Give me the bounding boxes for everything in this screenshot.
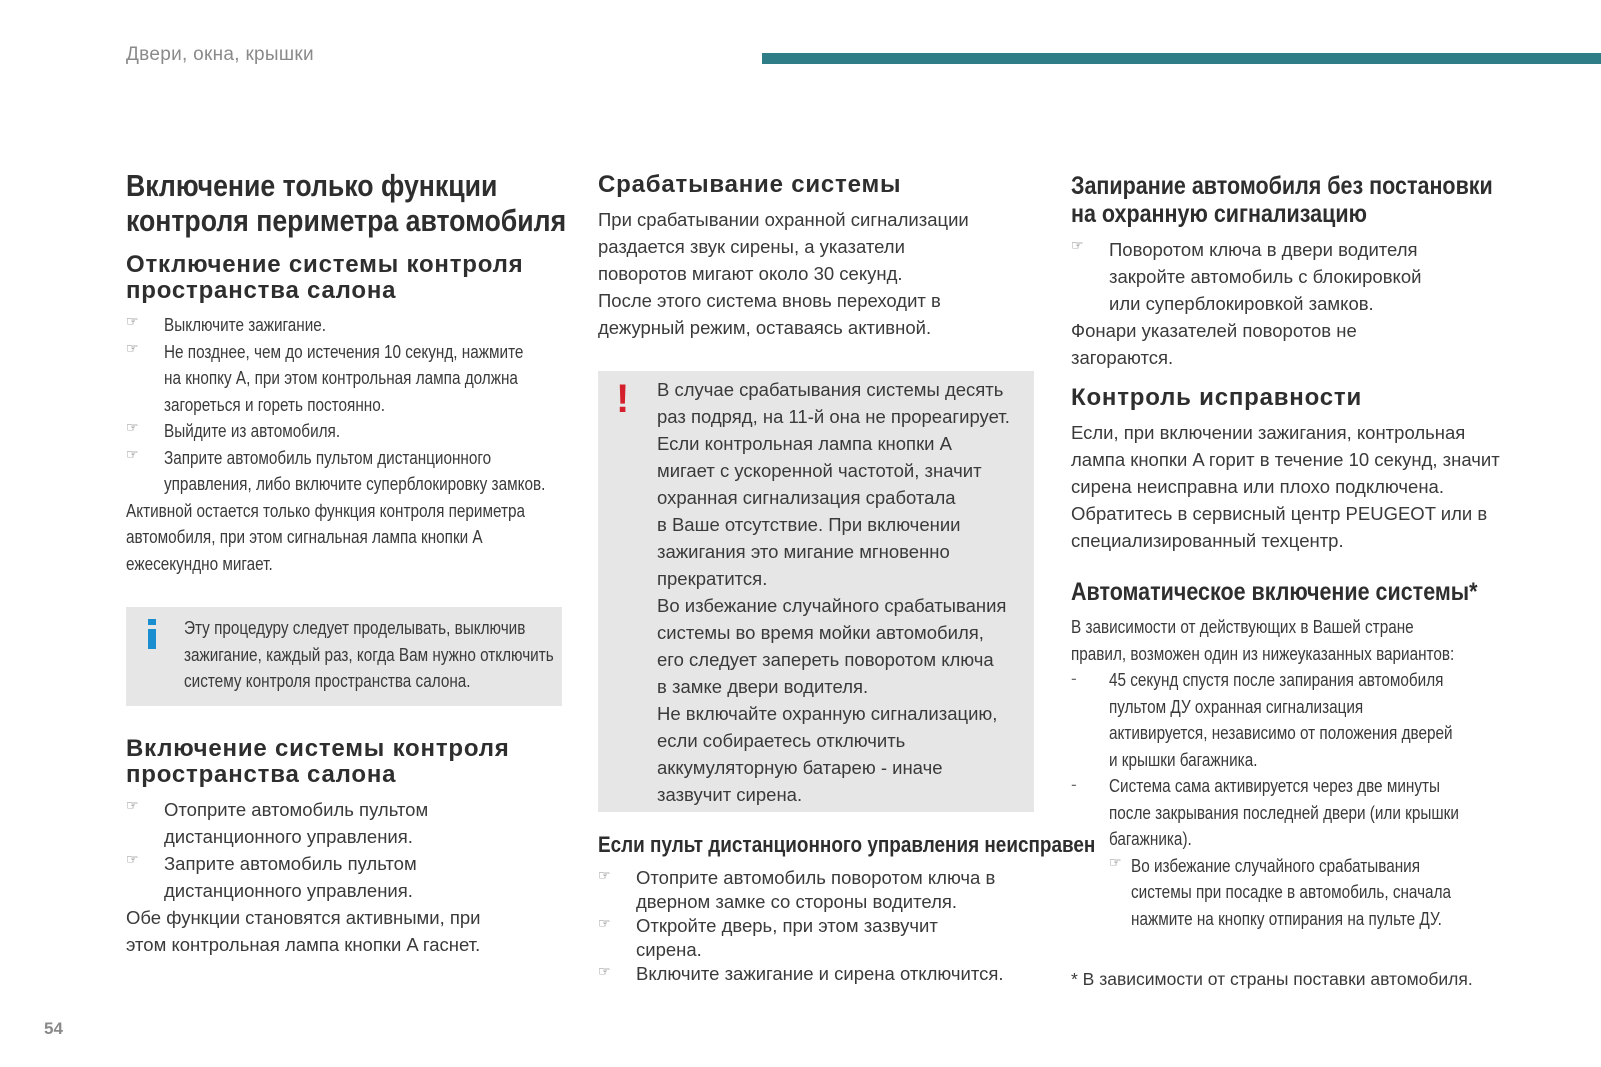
lock-note: Фонари указателей поворотов не загораются.	[1071, 320, 1357, 368]
lock-steps	[1071, 236, 1511, 317]
list-item: ☞ Включите зажигание и сирена отключится.	[598, 963, 1004, 984]
auto-enable-title: Автоматическое включение системы*	[1071, 578, 1478, 606]
disable-note: Активной остается только функция контроля периметра автомобиля, при этом сигнальная лампа кнопки A ежесекундно мигает.	[126, 500, 525, 574]
list-item: ☞ Откройте дверь, при этом зазвучит сирена.	[598, 915, 938, 960]
list-item: ☞ Выключите зажигание.	[126, 313, 327, 335]
disable-interior-title: Отключение системы контроля пространства салона	[126, 251, 524, 304]
info-box: Эту процедуру следует проделывать, выключив зажигание, каждый раз, когда Вам нужно отключить систему контроля пространства салона.	[126, 607, 562, 706]
disable-steps-list	[126, 312, 562, 498]
finger-pointer-icon: ☞	[1071, 237, 1084, 253]
section-title: Двери, окна, крышки	[126, 44, 314, 65]
finger-pointer-icon: ☞	[126, 339, 139, 356]
check-paragraph: Если, при включении зажигания, контрольная лампа кнопки A горит в течение 10 секунд, значит сирена неисправна или плохо подключена. Обратитесь в сервисный центр PEUGEOT или в специализированный техцентр.	[1071, 422, 1500, 551]
list-item: ☞ Не позднее, чем до истечения 10 секунд, нажмите на кнопку A, при этом контрольная лампа должна загореться и гореть постоянно.	[126, 339, 524, 415]
lock-without-alarm-title: Запирание автомобиля без постановки на охранную сигнализацию	[1071, 172, 1493, 228]
list-item: ☞ Поворотом ключа в двери водителя закройте автомобиль с блокировкой или суперблокировкой замков.	[1071, 237, 1422, 314]
finger-pointer-icon: ☞	[598, 963, 611, 979]
exclamation-icon: !	[616, 377, 630, 421]
column-right	[1071, 168, 1511, 993]
header-accent-bar	[762, 53, 1601, 64]
column-left	[126, 168, 567, 958]
finger-pointer-icon: ☞	[126, 797, 139, 813]
auto-sub-step	[1109, 853, 1511, 933]
perimeter-title: Включение только функции контроля периметра автомобиля	[126, 168, 567, 238]
enable-steps-list	[126, 796, 562, 904]
finger-pointer-icon: ☞	[1109, 853, 1122, 870]
finger-pointer-icon: ☞	[126, 313, 139, 329]
remote-faulty-steps	[598, 866, 1034, 986]
list-item: - 45 секунд спустя после запирания автомобиля пультом ДУ охранная сигнализация активируется, независимо от положения дверей и крышки багажника.	[1071, 669, 1453, 770]
remote-faulty-title: Если пульт дистанционного управления неисправен	[598, 832, 1096, 857]
list-item: ☞ Отоприте автомобиль пультом дистанционного управления.	[126, 797, 429, 847]
enable-interior-title: Включение системы контроля пространства салона	[126, 735, 510, 788]
list-item: ☞ Выйдите из автомобиля.	[126, 419, 341, 441]
finger-pointer-icon: ☞	[598, 915, 611, 931]
list-item: ☞ Во избежание случайного срабатывания системы при посадке в автомобиль, сначала нажмите на кнопку отпирания на пульте ДУ.	[1109, 853, 1452, 929]
column-middle	[598, 168, 1096, 986]
check-title: Контроль исправности	[1071, 384, 1363, 411]
list-item: - Система сама активируется через две минуты после закрывания последней двери (или крышки багажника).	[1071, 775, 1459, 849]
enable-note: Обе функции становятся активными, при этом контрольная лампа кнопки A гаснет.	[126, 907, 481, 955]
info-icon	[146, 619, 158, 649]
footnote: * В зависимости от страны поставки автомобиля.	[1071, 969, 1473, 989]
list-item: ☞ Заприте автомобиль пультом дистанционного управления.	[126, 851, 417, 901]
finger-pointer-icon: ☞	[126, 445, 139, 462]
finger-pointer-icon: ☞	[598, 867, 611, 883]
triggering-paragraph: При срабатывании охранной сигнализации раздается звук сирены, а указатели поворотов мигают около 30 секунд. После этого система вновь переходит в дежурный режим, оставаясь активной.	[598, 209, 969, 338]
warning-box: ! В случае срабатывания системы десять раз подряд, на 11-й она не прореагирует. Если контрольная лампа кнопки A мигает с ускоренной частотой, значит охранная сигнализация сработала в Ваше отсутствие. При включении зажигания это мигание мгновенно прекратится. Во избежание случайного срабатывания системы во время мойки автомобиля, его следует запереть поворотом ключа в замке двери водителя. Не включайте охранную сигнализацию, если собираетесь отключить аккумуляторную батарею - иначе зазвучит сирена.	[598, 371, 1034, 812]
auto-intro: В зависимости от действующих в Вашей стране правил, возможен один из нижеуказанных вариантов:	[1071, 617, 1455, 664]
triggering-title: Срабатывание системы	[598, 171, 902, 198]
finger-pointer-icon: ☞	[126, 851, 139, 867]
page-number: 54	[44, 1019, 63, 1038]
finger-pointer-icon: ☞	[126, 419, 139, 435]
list-item: ☞ Заприте автомобиль пультом дистанционного управления, либо включите суперблокировку замков.	[126, 445, 546, 494]
auto-options	[1071, 667, 1511, 853]
list-item: ☞ Отоприте автомобиль поворотом ключа в дверном замке со стороны водителя.	[598, 867, 996, 912]
